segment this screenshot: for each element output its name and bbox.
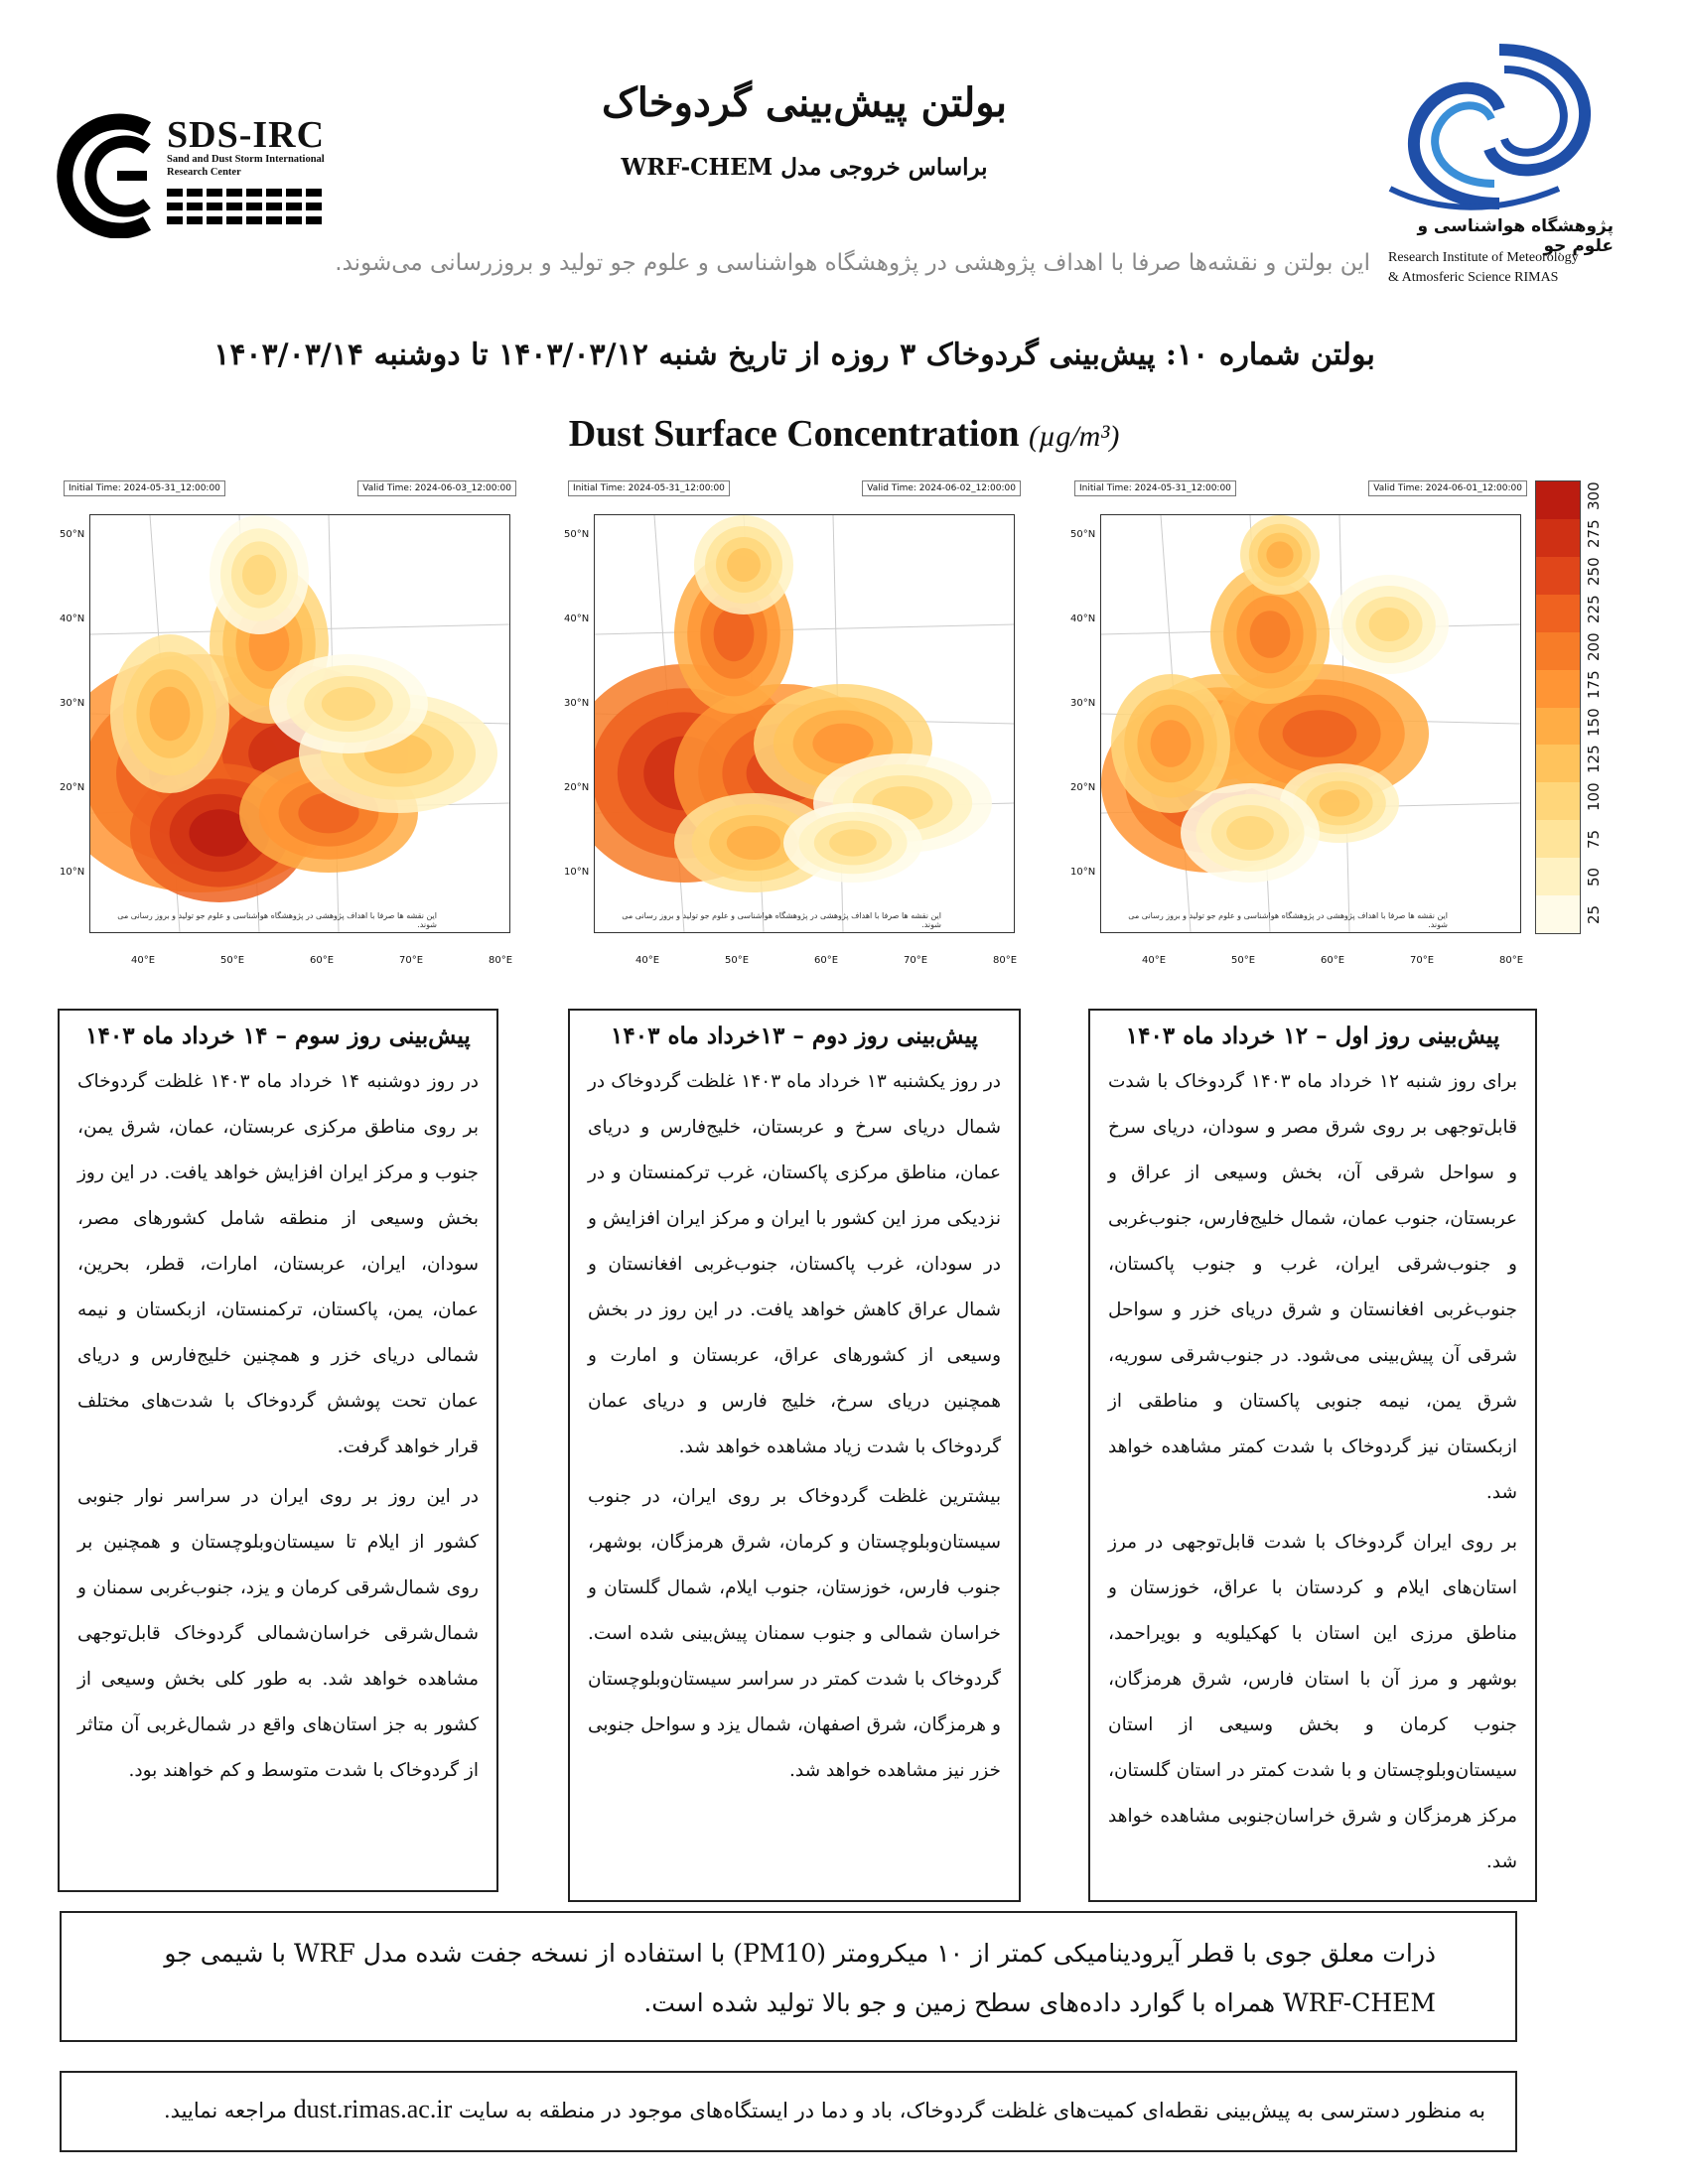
lon-tick-label: 40°E — [131, 955, 156, 966]
lat-tick-label: 50°N — [60, 529, 85, 540]
colorbar-tick-label: 125 — [1585, 745, 1603, 774]
rimas-name-fa: پژوهشگاه هواشناسی و علوم جو — [1417, 216, 1614, 256]
map-initial-time: Initial Time: 2024-05-31_12:00:00 — [64, 480, 225, 496]
lon-tick-label: 60°E — [814, 955, 839, 966]
day1-paragraph-2: بر روی ایران گردوخاک با شدت قابل‌توجهی در مرز استان‌های ایلام و کردستان با عراق، خوزستان و مناطق مرزی این استان با کهکیلویه و بویراحمد، بوشهر و مرز آن با استان فارس، شرق هرمزگان، جنوب کرمان و بخش وسیعی از استان سیستان‌وبلوچستان و با شدت کمتر در استان گلستان، مرکز هرمزگان و شرق خراسان‌جنوبی مشاهده خواهد شد. — [1108, 1532, 1517, 1872]
map-frame — [1100, 514, 1521, 933]
sds-irc-logo — [38, 109, 336, 238]
lon-tick-label: 60°E — [1321, 955, 1345, 966]
map-footer-note: این نقشه ها صرفا با اهداف پژوهشی در پژوهشگاه هواشناسی و علوم جو تولید و بروز رسانی می شوند. — [622, 911, 941, 929]
pm10-note-line1: ذرات معلق جوی با قطر آیرودینامیکی کمتر از ۱۰ میکرومتر (PM10) با استفاده از نسخه جفت شده مدل WRF با شیمی جو — [164, 1939, 1436, 1968]
lon-tick-label: 70°E — [1410, 955, 1435, 966]
rimas-name-en-line2: & Atmosferic Science RIMAS — [1388, 270, 1559, 285]
dust-plume — [242, 555, 276, 596]
lat-tick-label: 10°N — [564, 867, 590, 878]
pm10-note-box — [60, 1911, 1517, 2042]
lat-tick-label: 40°N — [564, 614, 590, 624]
map-valid-time: Valid Time: 2024-06-01_12:00:00 — [1368, 480, 1527, 496]
rimas-name-en-line1: Research Institute of Meteorology — [1388, 250, 1579, 265]
lon-tick-label: 60°E — [310, 955, 335, 966]
dust-concentration-field — [595, 515, 1014, 932]
dust-concentration-field — [90, 515, 509, 932]
bulletin-number-title: بولتن شماره ۱۰: پیش‌بینی گردوخاک ۳ روزه از تاریخ شنبه ۱۴۰۳/۰۳/۱۲ تا دوشنبه ۱۴۰۳/۰۳/۱۴ — [213, 338, 1375, 372]
bulletin-main-title: بولتن پیش‌بینی گردوخاک — [601, 79, 1008, 126]
chart-title — [397, 412, 1291, 456]
lon-tick-label: 70°E — [904, 955, 928, 966]
lat-tick-label: 20°N — [1070, 782, 1096, 793]
colorbar-tick-label: 25 — [1585, 904, 1603, 925]
website-note-box — [60, 2071, 1517, 2152]
day3-forecast-box — [58, 1009, 498, 1892]
map-footer-note: این نقشه ها صرفا با اهداف پژوهشی در پژوهشگاه هواشناسی و علوم جو تولید و بروز رسانی می شوند. — [1128, 911, 1448, 929]
colorbar-tick-label: 225 — [1585, 595, 1603, 623]
colorbar-tick-label: 175 — [1585, 669, 1603, 699]
day2-forecast-box — [568, 1009, 1021, 1902]
lat-tick-label: 30°N — [60, 698, 85, 709]
day1-forecast-box — [1088, 1009, 1537, 1902]
lat-tick-label: 40°N — [60, 614, 85, 624]
lon-tick-label: 80°E — [489, 955, 513, 966]
day3-paragraph-2: در این روز بر روی ایران در سراسر نوار جنوبی کشور از ایلام تا سیستان‌وبلوچستان و همچنین بر روی شمال‌شرقی کرمان و یزد، جنوب‌غربی سمنان و شمال‌شرقی خراسان‌شمالی گردوخاک قابل‌توجهی مشاهده خواهد شد. به طور کلی بخش وسیعی از کشور به جز استان‌های واقع در شمال‌غربی آن متاثر از گردوخاک با شدت متوسط و کم خواهند بود. — [77, 1486, 479, 1781]
map-initial-time: Initial Time: 2024-05-31_12:00:00 — [568, 480, 730, 496]
colorbar-tick-label: 250 — [1585, 557, 1603, 586]
website-note-before: به منظور دسترسی به پیش‌بینی نقطه‌ای کمیت‌های غلظت گردوخاک، باد و دما در ایستگاه‌های موجود در منطقه به سایت — [458, 2099, 1485, 2122]
lon-tick-label: 50°E — [1231, 955, 1256, 966]
lon-tick-label: 80°E — [1499, 955, 1524, 966]
dust-map-panel — [1070, 475, 1527, 971]
day2-title: پیش‌بینی روز دوم – ۱۳خرداد ماه ۱۴۰۳ — [611, 1023, 978, 1049]
day2-paragraph-1: در روز یکشنبه ۱۳ خرداد ماه ۱۴۰۳ غلظت گردوخاک در شمال دریای سرخ و عربستان، خلیج‌فارس و دریای عمان، مناطق مرکزی پاکستان، غرب ترکمنستان و در نزدیکی مرز این کشور با ایران و مرکز ایران افزایش و در سودان، غرب پاکستان، جنوب‌غربی افغانستان و شمال عراق کاهش خواهد یافت. در این روز در بخش وسیعی از کشورهای عراق، عربستان و امارت و همچنین دریای سرخ، خلیج فارس و دریای عمان گردوخاک با شدت زیاد مشاهده خواهد شد. — [588, 1071, 1001, 1457]
dust-plume — [829, 829, 877, 856]
rimas-logo — [1380, 40, 1618, 298]
colorbar — [1535, 480, 1581, 934]
lon-tick-label: 40°E — [635, 955, 660, 966]
colorbar-segment — [1536, 925, 1580, 933]
dust-concentration-field — [1101, 515, 1520, 932]
map-border-line — [595, 624, 1014, 634]
day1-paragraph-1: برای روز شنبه ۱۲ خرداد ماه ۱۴۰۳ گردوخاک با شدت قابل‌توجهی بر روی شرق مصر و سودان، دریای سرخ و سواحل شرقی آن، بخش وسیعی از عراق و عربستان، جنوب عمان، شمال خلیج‌فارس، جنوب‌غربی و جنوب‌شرقی ایران، غرب و جنوب پاکستان، جنوب‌غربی افغانستان و شرق دریای خزر و سواحل شرقی آن پیش‌بینی می‌شود. در جنوب‌شرقی سوریه، شرق یمن، نیمه جنوبی پاکستان و مناطقی از ازبکستان نیز گردوخاک با شدت کمتر مشاهده خواهد شد. — [1108, 1071, 1518, 1503]
dust-map-panel — [564, 475, 1021, 971]
lon-tick-label: 80°E — [993, 955, 1018, 966]
dust-plume — [1151, 720, 1192, 767]
lat-tick-label: 10°N — [60, 867, 85, 878]
website-note-after: مراجعه نمایید. — [163, 2099, 287, 2122]
day1-title: پیش‌بینی روز اول – ۱۲ خرداد ماه ۱۴۰۳ — [1125, 1023, 1500, 1049]
lat-tick-label: 50°N — [564, 529, 590, 540]
website-note — [91, 2095, 1485, 2124]
lat-tick-label: 50°N — [1070, 529, 1096, 540]
sds-irc-fullname: Sand and Dust Storm International Research Center — [167, 154, 325, 178]
lat-tick-label: 30°N — [1070, 698, 1096, 709]
lat-tick-label: 30°N — [564, 698, 590, 709]
pm10-note-line2: WRF-CHEM همراه با گوارد داده‌های سطح زمین و جو بالا تولید شده است. — [643, 1988, 1436, 2017]
lat-tick-label: 20°N — [564, 782, 590, 793]
lat-tick-label: 40°N — [1070, 614, 1096, 624]
rimas-emblem-icon — [1380, 40, 1618, 213]
dust-plume — [1369, 608, 1410, 641]
dust-plume — [812, 724, 873, 764]
dust-plume — [322, 687, 375, 721]
header-disclaimer: این بولتن و نقشه‌ها صرفا با اهداف پژوهشی در پژوهشگاه هواشناسی و علوم جو تولید و بروزرسانی می‌شوند. — [335, 250, 1370, 276]
day3-title: پیش‌بینی روز سوم – ۱۴ خرداد ماه ۱۴۰۳ — [85, 1023, 471, 1049]
dust-plume — [1283, 710, 1357, 757]
dust-plume — [727, 548, 761, 582]
lon-tick-label: 50°E — [725, 955, 750, 966]
dust-plume — [150, 687, 191, 741]
dust-plume — [1320, 789, 1360, 816]
colorbar-tick-label: 75 — [1585, 830, 1603, 850]
lat-tick-label: 10°N — [1070, 867, 1096, 878]
lon-tick-label: 40°E — [1142, 955, 1167, 966]
dust-plume — [1226, 816, 1274, 850]
dust-plume — [1266, 541, 1293, 568]
map-valid-time: Valid Time: 2024-06-03_12:00:00 — [357, 480, 516, 496]
dust-plume — [1250, 611, 1291, 658]
colorbar-tick-label: 275 — [1585, 519, 1603, 548]
dust-plume — [727, 826, 780, 860]
chart-title-text: Dust Surface Concentration — [568, 413, 1020, 455]
colorbar-tick-label: 50 — [1585, 868, 1603, 887]
map-frame — [89, 514, 510, 933]
colorbar-tick-label: 200 — [1585, 632, 1603, 661]
map-frame — [594, 514, 1015, 933]
dust-plume — [714, 608, 755, 661]
lat-tick-label: 20°N — [60, 782, 85, 793]
website-link[interactable]: dust.rimas.ac.ir — [293, 2095, 453, 2123]
day3-paragraph-1: در روز دوشنبه ۱۴ خرداد ماه ۱۴۰۳ غلظت گردوخاک بر روی مناطق مرکزی عربستان، عمان، شرق یمن، جنوب و مرکز ایران افزایش خواهد یافت. در این روز بخش وسیعی از منطقه شامل کشورهای مصر، سودان، ایران، عربستان، امارات، قطر، بحرین، عمان، یمن، پاکستان، ترکمنستان، ازبکستان و نیمه شمالی دریای خزر و همچنین خلیج‌فارس و دریای عمان تحت پوشش گردوخاک با شدت‌های مختلف قرار خواهد گرفت. — [77, 1071, 479, 1457]
dust-map-panel — [60, 475, 516, 971]
day2-paragraph-2: بیشترین غلظت گردوخاک بر روی ایران، در جنوب سیستان‌وبلوچستان و کرمان، شرق هرمزگان، بوشهر، جنوب فارس، خوزستان، جنوب ایلام، شمال گلستان و خراسان شمالی و جنوب سمنان پیش‌بینی شده است. گردوخاک با شدت کمتر در سراسر سیستان‌وبلوچستان و هرمزگان، شرق اصفهان، شمال یزد و سواحل جنوبی خزر نیز مشاهده خواهد شد. — [588, 1486, 1001, 1781]
lon-tick-label: 70°E — [399, 955, 424, 966]
map-initial-time: Initial Time: 2024-05-31_12:00:00 — [1074, 480, 1236, 496]
map-footer-note: این نقشه ها صرفا با اهداف پژوهشی در پژوهشگاه هواشناسی و علوم جو تولید و بروز رسانی می شوند. — [117, 911, 437, 929]
bulletin-subtitle: براساس خروجی مدل WRF-CHEM — [621, 154, 988, 181]
colorbar-tick-label: 100 — [1585, 782, 1603, 812]
colorbar-tick-label: 150 — [1585, 707, 1603, 737]
lon-tick-label: 50°E — [220, 955, 245, 966]
sds-irc-name: SDS-IRC — [167, 114, 326, 156]
colorbar-tick-label: 300 — [1585, 481, 1603, 510]
chart-unit: (µg/m³) — [1029, 420, 1120, 453]
map-valid-time: Valid Time: 2024-06-02_12:00:00 — [862, 480, 1021, 496]
